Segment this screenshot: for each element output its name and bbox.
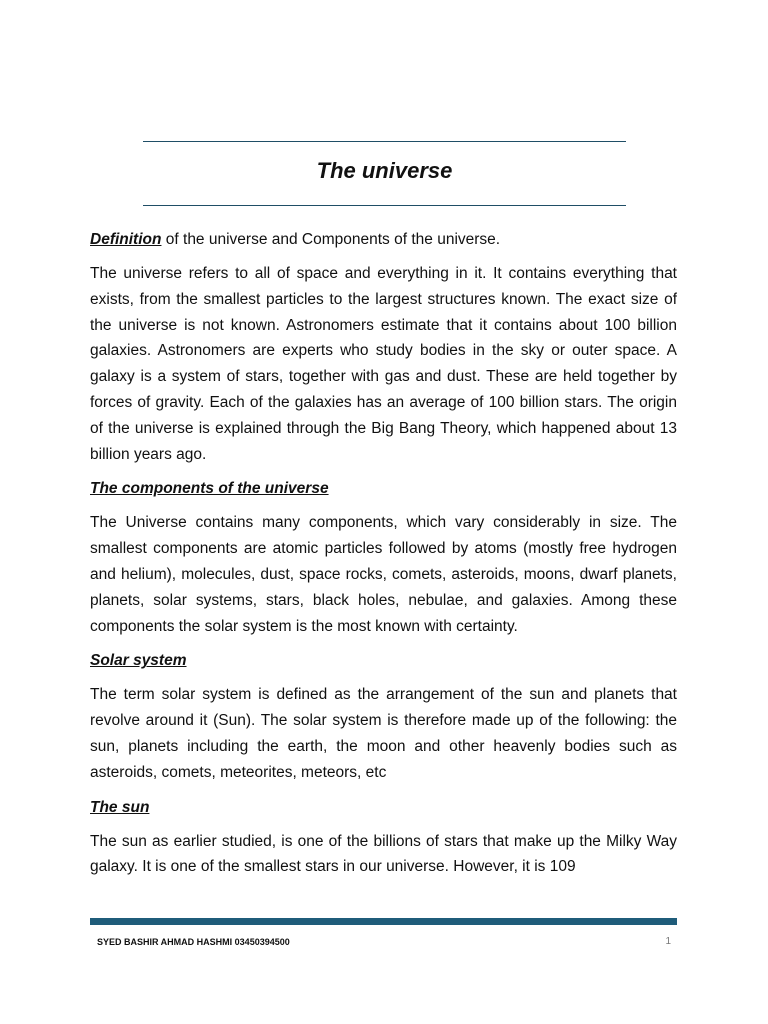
document-title: The universe	[316, 158, 453, 183]
definition-intro-text: of the universe and Components of the universe.	[161, 231, 501, 248]
footer-author: SYED BASHIR AHMAD HASHMI 03450394500	[97, 937, 290, 947]
solar-system-paragraph: The term solar system is defined as the arrangement of the sun and planets that revolve around it (Sun). The solar system is therefore made up of the following: the sun, planets including the earth, the moon and other heavenly bodies such as asteroids, comets, meteorites, meteors, etc	[90, 686, 677, 781]
solar-system-heading: Solar system	[90, 652, 187, 670]
definition-term: Definition	[90, 231, 162, 248]
title-block	[143, 141, 626, 207]
definition-intro	[90, 227, 677, 252]
components-paragraph: The Universe contains many components, which vary considerably in size. The smallest components are atomic particles followed by atoms (mostly free hydrogen and helium), molecules, dust, space rocks, comets, asteroids, moons, dwarf planets, planets, solar systems, stars, black holes, nebulae, and galaxies. Among these components the solar system is the most known with certainty.	[90, 514, 677, 635]
document-body	[90, 227, 677, 915]
sun-paragraph: The sun as earlier studied, is one of the billions of stars that make up the Milky Way galaxy. It is one of the smallest stars in our universe. However, it is 109	[90, 832, 677, 876]
title-bottom-rule	[143, 205, 626, 206]
page-number: 1	[665, 936, 671, 947]
universe-definition-paragraph: The universe refers to all of space and everything in it. It contains everything that exists, from the smallest particles to the largest structures known. The exact size of the universe is not known. Astronomers estimate that it contains about 100 billion galaxies. Astronomers are experts who study bodies in the sky or outer space. A galaxy is a system of stars, together with gas and dust. These are held together by forces of gravity. Each of the galaxies has an average of 100 billion stars. The origin of the universe is explained through the Big Bang Theory, which happened about 13 billion years ago.	[90, 265, 677, 463]
sun-heading: The sun	[90, 798, 150, 816]
title-top-rule	[143, 141, 626, 142]
components-heading: The components of the universe	[90, 480, 329, 498]
footer-bar	[90, 918, 677, 925]
